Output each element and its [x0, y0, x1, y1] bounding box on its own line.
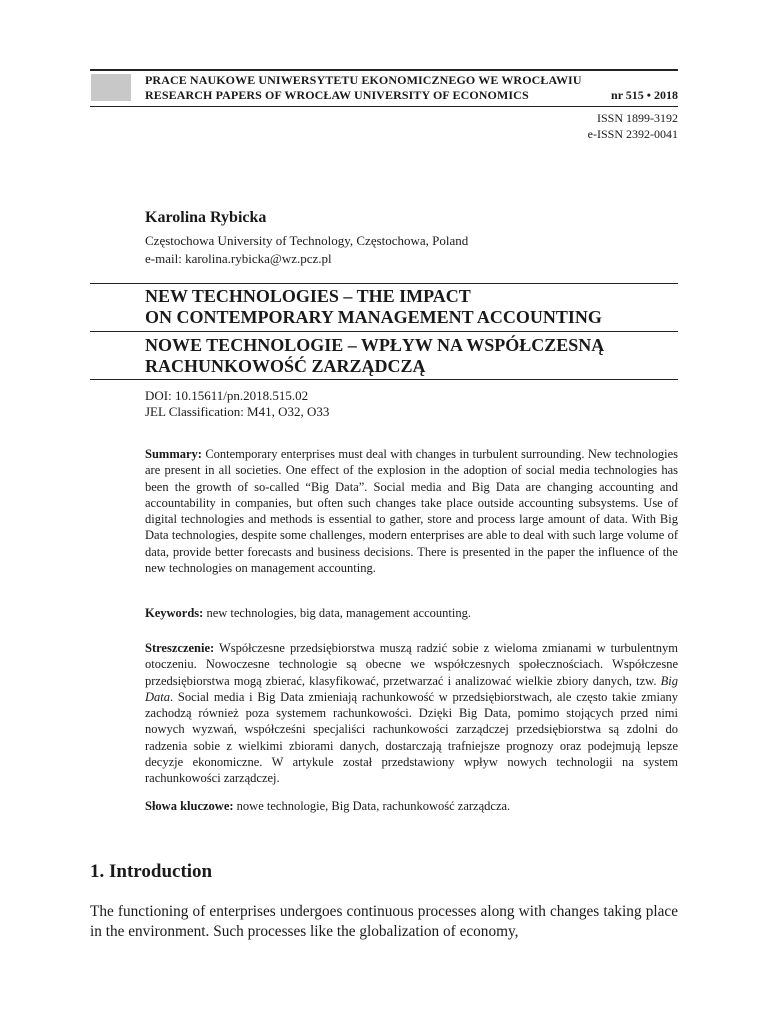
- streszczenie-text-after: . Social media i Big Data zmieniają rachunkowość w przedsiębiorstwach, ale często takie zmiany zachodzą również poza systemem rachunkowości. Dzięki Big Data, pomimo stojących przed nimi nowych wyzwań, współcześni specjaliści rachunkowości zarządczej przedsiębiorstwa są zdolni do radzenia sobie z wielkimi zbiorami danych, dostarczają trafniejsze prognozy oraz podejmują lepsze decyzje ekonomiczne. W artykule został przedstawiony wpływ nowych technologii na system rachunkowości zarządczej.: [145, 689, 678, 786]
- slowa-kluczowe-label: Słowa kluczowe:: [145, 799, 234, 813]
- header-grey-block: [91, 74, 131, 101]
- author-affiliation: Częstochowa University of Technology, Częstochowa, Poland: [145, 233, 469, 248]
- title-rule-top: [90, 283, 678, 284]
- header-bottom-rule: [90, 106, 678, 107]
- keywords-block: [145, 605, 678, 621]
- title-en-line2: ON CONTEMPORARY MANAGEMENT ACCOUNTING: [145, 307, 602, 327]
- title-en-line1: NEW TECHNOLOGIES – THE IMPACT: [145, 286, 471, 306]
- slowa-kluczowe-block: [145, 798, 678, 814]
- section-heading-introduction: 1. Introduction: [90, 861, 213, 882]
- keywords-label: Keywords:: [145, 606, 204, 620]
- doi: DOI: 10.15611/pn.2018.515.02: [145, 388, 309, 403]
- title-rule-bottom: [90, 379, 678, 380]
- title-pl-line1: NOWE TECHNOLOGIE – WPŁYW NA WSPÓŁCZESNĄ: [145, 335, 605, 355]
- header-top-rule: [90, 69, 678, 71]
- slowa-kluczowe-text: nowe technologie, Big Data, rachunkowość zarządcza.: [236, 799, 511, 813]
- journal-title-en: RESEARCH PAPERS OF WROCŁAW UNIVERSITY OF ECONOMICS: [145, 88, 529, 102]
- streszczenie-text-before: Współczesne przedsiębiorstwa muszą radzić sobie z wieloma zmianami w turbulentnym otoczeniu. Nowoczesne technologie są obecne we współczesnych społecznościach. Współczesne przedsiębiorstwa mogą zbierać, klasyfikować, przetwarzać i analizować wielkie zbiory danych, tzw.: [145, 641, 678, 688]
- issn: ISSN 1899-3192: [596, 111, 678, 125]
- streszczenie-label: Streszczenie:: [145, 641, 215, 655]
- keywords-text: new technologies, big data, management accounting.: [206, 606, 471, 620]
- introduction-paragraph: The functioning of enterprises undergoes continuous processes along with changes taking place in the environment. Such processes like the globalization of economy,: [90, 903, 678, 940]
- summary-label: Summary:: [145, 447, 202, 461]
- streszczenie-italic-term: Big Data: [145, 673, 679, 704]
- journal-title-pl: PRACE NAUKOWE UNIWERSYTETU EKONOMICZNEGO WE WROCŁAWIU: [145, 73, 582, 87]
- title-pl-line2: RACHUNKOWOŚĆ ZARZĄDCZĄ: [145, 356, 426, 376]
- author-name: Karolina Rybicka: [145, 209, 267, 226]
- author-email: e-mail: karolina.rybicka@wz.pcz.pl: [145, 251, 332, 266]
- jel-classification: JEL Classification: M41, O32, O33: [145, 404, 330, 419]
- summary-block: [145, 446, 678, 576]
- eissn: e-ISSN 2392-0041: [587, 127, 678, 141]
- issue-number: nr 515 • 2018: [611, 88, 678, 102]
- title-rule-middle: [90, 331, 678, 332]
- streszczenie-block: [145, 640, 678, 787]
- summary-text: Contemporary enterprises must deal with changes in turbulent surrounding. New technologies are present in all societies. One effect of the explosion in the adoption of social media technologies has been the growth of so-called “Big Data”. Social media and Big Data are changing accounting and accountability in companies, but often such changes take place outside accounting subsystems. Use of digital technologies and methods is essential to gather, store and process large amount of data. With Big Data technologies, despite some challenges, modern enterprises are able to deal with such large volume of data, provide better forecasts and business decisions. There is presented in the paper the influence of the new technologies on management accounting.: [145, 447, 678, 576]
